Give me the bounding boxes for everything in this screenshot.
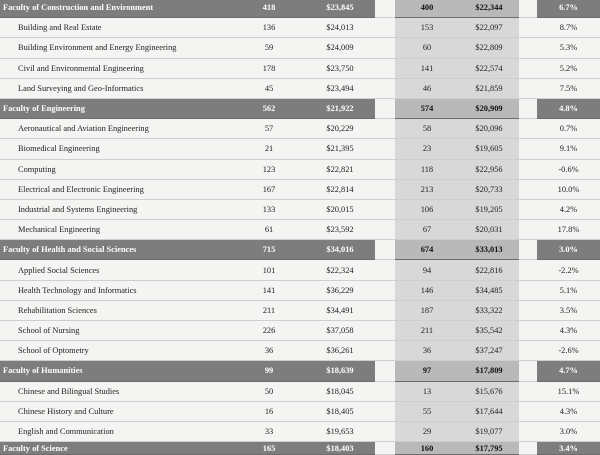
median-salary-previous: $20,733: [459, 179, 519, 199]
spacer-cell: [375, 119, 395, 139]
department-row: [0, 300, 600, 320]
median-salary-current: $22,814: [305, 179, 375, 199]
median-salary-previous: $19,605: [459, 139, 519, 159]
department-row: [0, 58, 600, 78]
median-salary-previous: $22,956: [459, 159, 519, 179]
median-salary-previous: $22,574: [459, 58, 519, 78]
row-name: Land Surveying and Geo-Informatics: [0, 78, 233, 98]
spacer-cell: [375, 260, 395, 280]
median-salary-previous: $19,077: [459, 421, 519, 441]
row-name: Biomedical Engineering: [0, 139, 233, 159]
count-previous: 55: [395, 401, 459, 421]
faculty-row: [0, 361, 600, 381]
spacer-cell: [375, 381, 395, 401]
row-name: Mechanical Engineering: [0, 220, 233, 240]
spacer-cell: [375, 321, 395, 341]
median-salary-previous: $33,322: [459, 300, 519, 320]
count-previous: 94: [395, 260, 459, 280]
spacer-cell: [375, 98, 395, 118]
row-name: Faculty of Science: [0, 442, 233, 455]
median-salary-current: $34,016: [305, 240, 375, 260]
count-current: 178: [233, 58, 305, 78]
department-row: [0, 280, 600, 300]
row-name: Applied Social Sciences: [0, 260, 233, 280]
department-row: [0, 260, 600, 280]
median-salary-current: $21,922: [305, 98, 375, 118]
median-salary-previous: $22,809: [459, 38, 519, 58]
median-salary-current: $21,395: [305, 139, 375, 159]
spacer-cell: [375, 442, 395, 455]
row-name: Aeronautical and Aviation Engineering: [0, 119, 233, 139]
row-name: Building Environment and Energy Engineering: [0, 38, 233, 58]
count-previous: 60: [395, 38, 459, 58]
median-salary-previous: $20,096: [459, 119, 519, 139]
median-salary-current: $23,750: [305, 58, 375, 78]
median-salary-previous: $15,676: [459, 381, 519, 401]
spacer-cell: [519, 139, 537, 159]
count-previous: 36: [395, 341, 459, 361]
median-salary-previous: $22,344: [459, 0, 519, 18]
department-row: [0, 341, 600, 361]
count-current: 418: [233, 0, 305, 18]
spacer-cell: [375, 0, 395, 18]
count-current: 211: [233, 300, 305, 320]
spacer-cell: [375, 199, 395, 219]
department-row: [0, 401, 600, 421]
count-current: 133: [233, 199, 305, 219]
row-name: Chinese History and Culture: [0, 401, 233, 421]
median-salary-current: $37,058: [305, 321, 375, 341]
count-current: 167: [233, 179, 305, 199]
spacer-cell: [375, 220, 395, 240]
department-row: [0, 18, 600, 38]
percent-change: 5.2%: [537, 58, 600, 78]
count-previous: 574: [395, 98, 459, 118]
count-current: 16: [233, 401, 305, 421]
spacer-cell: [519, 280, 537, 300]
department-row: [0, 78, 600, 98]
department-row: [0, 159, 600, 179]
percent-change: -2.6%: [537, 341, 600, 361]
spacer-cell: [375, 280, 395, 300]
percent-change: 4.2%: [537, 199, 600, 219]
faculty-row: [0, 0, 600, 18]
median-salary-current: $18,045: [305, 381, 375, 401]
spacer-cell: [519, 300, 537, 320]
percent-change: 15.1%: [537, 381, 600, 401]
median-salary-current: $20,015: [305, 199, 375, 219]
count-current: 61: [233, 220, 305, 240]
percent-change: 3.4%: [537, 442, 600, 455]
percent-change: 4.3%: [537, 401, 600, 421]
count-previous: 213: [395, 179, 459, 199]
department-row: [0, 421, 600, 441]
spacer-cell: [519, 0, 537, 18]
percent-change: 4.3%: [537, 321, 600, 341]
count-current: 123: [233, 159, 305, 179]
median-salary-current: $20,229: [305, 119, 375, 139]
row-name: Faculty of Humanities: [0, 361, 233, 381]
department-row: [0, 381, 600, 401]
median-salary-current: $34,491: [305, 300, 375, 320]
percent-change: -2.2%: [537, 260, 600, 280]
median-salary-current: $19,653: [305, 421, 375, 441]
spacer-cell: [519, 119, 537, 139]
row-name: Faculty of Construction and Environment: [0, 0, 233, 18]
row-name: School of Nursing: [0, 321, 233, 341]
count-current: 141: [233, 280, 305, 300]
spacer-cell: [375, 18, 395, 38]
spacer-cell: [519, 159, 537, 179]
median-salary-previous: $20,031: [459, 220, 519, 240]
count-previous: 400: [395, 0, 459, 18]
median-salary-current: $36,229: [305, 280, 375, 300]
faculty-row: [0, 240, 600, 260]
percent-change: 3.0%: [537, 240, 600, 260]
faculty-row: [0, 98, 600, 118]
department-row: [0, 119, 600, 139]
percent-change: 8.7%: [537, 18, 600, 38]
count-previous: 118: [395, 159, 459, 179]
row-name: Faculty of Engineering: [0, 98, 233, 118]
count-previous: 29: [395, 421, 459, 441]
spacer-cell: [375, 300, 395, 320]
count-current: 59: [233, 38, 305, 58]
department-row: [0, 199, 600, 219]
percent-change: 5.1%: [537, 280, 600, 300]
median-salary-previous: $22,816: [459, 260, 519, 280]
median-salary-current: $22,324: [305, 260, 375, 280]
count-current: 36: [233, 341, 305, 361]
median-salary-previous: $22,097: [459, 18, 519, 38]
spacer-cell: [519, 401, 537, 421]
count-current: 50: [233, 381, 305, 401]
count-previous: 153: [395, 18, 459, 38]
median-salary-previous: $33,013: [459, 240, 519, 260]
percent-change: 4.7%: [537, 361, 600, 381]
row-name: Chinese and Bilingual Studies: [0, 381, 233, 401]
spacer-cell: [375, 159, 395, 179]
percent-change: 6.7%: [537, 0, 600, 18]
count-current: 45: [233, 78, 305, 98]
spacer-cell: [519, 58, 537, 78]
count-previous: 187: [395, 300, 459, 320]
spacer-cell: [519, 381, 537, 401]
count-previous: 160: [395, 442, 459, 455]
median-salary-previous: $19,205: [459, 199, 519, 219]
spacer-cell: [375, 38, 395, 58]
spacer-cell: [519, 240, 537, 260]
count-previous: 146: [395, 280, 459, 300]
spacer-cell: [375, 240, 395, 260]
median-salary-current: $22,821: [305, 159, 375, 179]
count-current: 101: [233, 260, 305, 280]
count-previous: 46: [395, 78, 459, 98]
spacer-cell: [519, 18, 537, 38]
spacer-cell: [519, 199, 537, 219]
spacer-cell: [375, 78, 395, 98]
spacer-cell: [519, 361, 537, 381]
count-current: 57: [233, 119, 305, 139]
row-name: Electrical and Electronic Engineering: [0, 179, 233, 199]
faculty-row: [0, 442, 600, 455]
percent-change: 7.5%: [537, 78, 600, 98]
count-previous: 67: [395, 220, 459, 240]
row-name: Faculty of Health and Social Sciences: [0, 240, 233, 260]
median-salary-previous: $17,644: [459, 401, 519, 421]
count-current: 226: [233, 321, 305, 341]
department-row: [0, 220, 600, 240]
spacer-cell: [375, 341, 395, 361]
percent-change: 0.7%: [537, 119, 600, 139]
count-previous: 13: [395, 381, 459, 401]
median-salary-current: $18,403: [305, 442, 375, 455]
count-previous: 106: [395, 199, 459, 219]
percent-change: 5.3%: [537, 38, 600, 58]
median-salary-previous: $20,909: [459, 98, 519, 118]
count-current: 165: [233, 442, 305, 455]
count-current: 21: [233, 139, 305, 159]
row-name: School of Optometry: [0, 341, 233, 361]
count-current: 715: [233, 240, 305, 260]
spacer-cell: [519, 220, 537, 240]
spacer-cell: [519, 38, 537, 58]
count-previous: 58: [395, 119, 459, 139]
row-name: Building and Real Estate: [0, 18, 233, 38]
count-previous: 674: [395, 240, 459, 260]
count-current: 562: [233, 98, 305, 118]
count-previous: 23: [395, 139, 459, 159]
median-salary-previous: $17,795: [459, 442, 519, 455]
spacer-cell: [375, 421, 395, 441]
spacer-cell: [519, 341, 537, 361]
median-salary-previous: $37,247: [459, 341, 519, 361]
percent-change: 4.8%: [537, 98, 600, 118]
department-row: [0, 139, 600, 159]
row-name: Industrial and Systems Engineering: [0, 199, 233, 219]
spacer-cell: [519, 260, 537, 280]
row-name: Civil and Environmental Engineering: [0, 58, 233, 78]
median-salary-current: $23,845: [305, 0, 375, 18]
spacer-cell: [375, 401, 395, 421]
department-row: [0, 38, 600, 58]
spacer-cell: [519, 321, 537, 341]
department-row: [0, 321, 600, 341]
percent-change: 9.1%: [537, 139, 600, 159]
spacer-cell: [519, 179, 537, 199]
median-salary-current: $24,009: [305, 38, 375, 58]
percent-change: 3.0%: [537, 421, 600, 441]
count-current: 99: [233, 361, 305, 381]
spacer-cell: [375, 179, 395, 199]
spacer-cell: [519, 442, 537, 455]
spacer-cell: [519, 421, 537, 441]
percent-change: -0.6%: [537, 159, 600, 179]
count-previous: 97: [395, 361, 459, 381]
row-name: English and Communication: [0, 421, 233, 441]
median-salary-previous: $17,809: [459, 361, 519, 381]
median-salary-current: $18,639: [305, 361, 375, 381]
row-name: Computing: [0, 159, 233, 179]
count-previous: 211: [395, 321, 459, 341]
median-salary-current: $23,494: [305, 78, 375, 98]
count-current: 33: [233, 421, 305, 441]
spacer-cell: [375, 139, 395, 159]
median-salary-previous: $34,485: [459, 280, 519, 300]
spacer-cell: [375, 58, 395, 78]
median-salary-current: $18,405: [305, 401, 375, 421]
spacer-cell: [519, 78, 537, 98]
department-row: [0, 179, 600, 199]
median-salary-current: $36,261: [305, 341, 375, 361]
spacer-cell: [375, 361, 395, 381]
spacer-cell: [519, 98, 537, 118]
count-previous: 141: [395, 58, 459, 78]
percent-change: 10.0%: [537, 179, 600, 199]
median-salary-current: $23,592: [305, 220, 375, 240]
row-name: Rehabilitation Sciences: [0, 300, 233, 320]
median-salary-previous: $35,542: [459, 321, 519, 341]
percent-change: 3.5%: [537, 300, 600, 320]
median-salary-previous: $21,859: [459, 78, 519, 98]
row-name: Health Technology and Informatics: [0, 280, 233, 300]
count-current: 136: [233, 18, 305, 38]
median-salary-current: $24,013: [305, 18, 375, 38]
percent-change: 17.8%: [537, 220, 600, 240]
